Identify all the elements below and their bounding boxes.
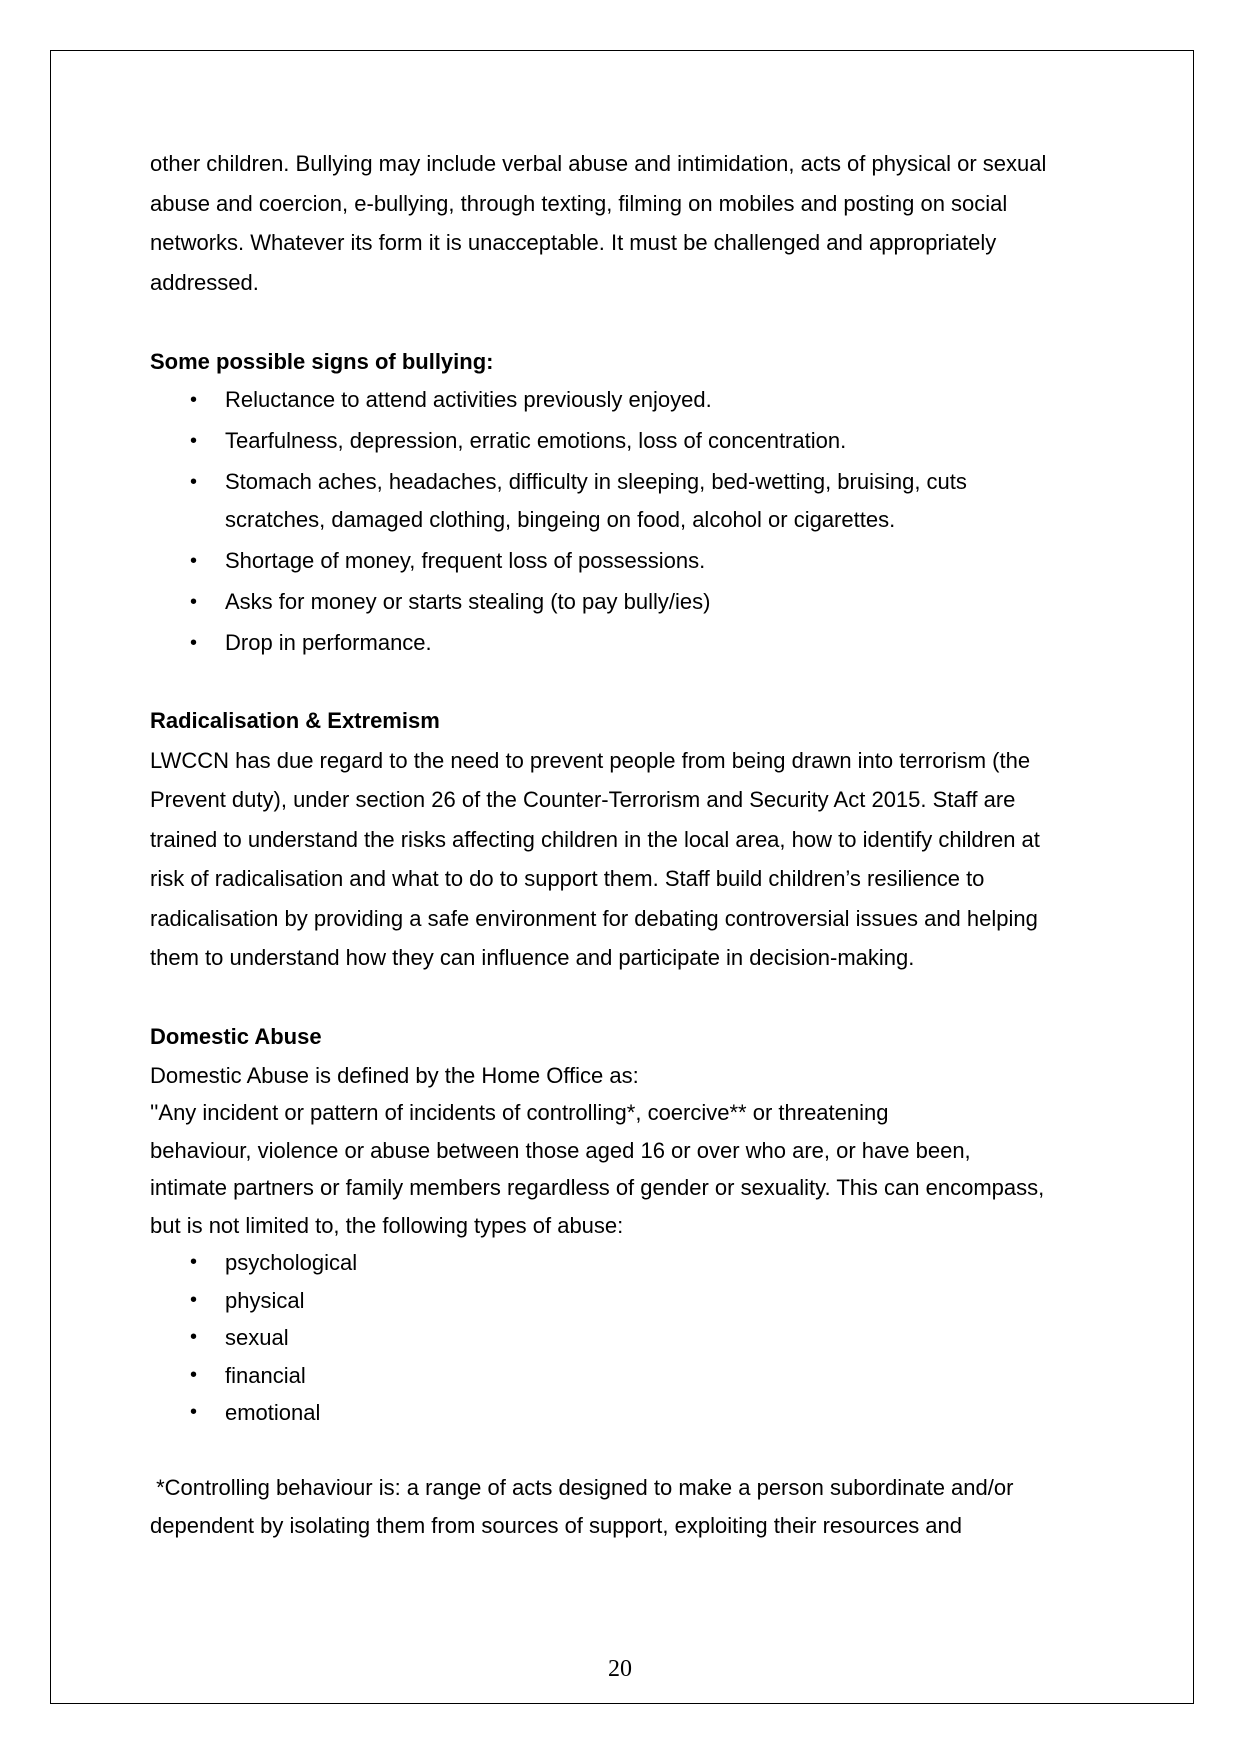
bullying-signs-list [150,381,1110,662]
text-line: behaviour, violence or abuse between those aged 16 or over who are, or have been, [150,1137,971,1163]
list-item [150,463,1110,539]
text-line: other children. Bullying may include verbal abuse and intimidation, acts of physical or sexual [150,151,1047,176]
domestic-abuse-definition [150,1057,1110,1245]
page-number: 20 [608,1656,632,1682]
domestic-abuse-heading: Domestic Abuse [150,1024,322,1049]
text-line: Prevent duty), under section 26 of the Counter-Terrorism and Security Act 2015. Staff are [150,787,1016,812]
text-line: trained to understand the risks affecting children in the local area, how to identify children at [150,826,1040,852]
list-item-text: financial [225,1362,306,1388]
list-item [150,1244,1110,1282]
intro-paragraph [150,144,1110,302]
list-item-text: • Stomach aches, headaches, difficulty in sleeping, bed-wetting, bruising, cuts [225,469,967,494]
text-line: Domestic Abuse is defined by the Home Office as: [150,1062,639,1088]
text-line: *Controlling behaviour is: a range of acts designed to make a person subordinate and/or [150,1475,1014,1500]
list-item-text: psychological [225,1250,358,1275]
text-line: radicalisation by providing a safe environment for debating controversial issues and helping [150,905,1038,931]
list-item [150,1394,1110,1432]
list-item-text: Reluctance to attend activities previously enjoyed. [225,387,712,412]
list-item-text: Tearfulness, depression, erratic emotions, loss of concentration. [225,428,847,453]
list-item-text-continued: scratches, damaged clothing, bingeing on food, alcohol or cigarettes. [225,507,896,532]
text-line: dependent by isolating them from sources of support, exploiting their resources and [150,1512,963,1538]
radicalisation-paragraph [150,741,1110,978]
list-item [150,542,1110,580]
list-item-text: sexual [225,1325,289,1350]
text-line: ''Any incident or pattern of incidents of controlling*, coercive** or threatening [150,1100,889,1125]
list-item-text: Asks for money or starts stealing (to pay bully/ies) [225,589,711,614]
bullying-signs-heading: Some possible signs of bullying: [150,348,494,374]
list-item-text: emotional [225,1400,321,1425]
list-item [150,583,1110,621]
list-item-text: Drop in performance. [225,630,432,655]
text-line: addressed. [150,269,259,295]
text-line: them to understand how they can influence and participate in decision-making. [150,945,915,970]
text-line: LWCCN has due regard to the need to prevent people from being drawn into terrorism (the [150,747,1031,773]
abuse-types-list [150,1244,1110,1432]
radicalisation-heading: Radicalisation & Extremism [150,708,440,733]
list-item [150,381,1110,419]
text-line: risk of radicalisation and what to do to support them. Staff build children’s resilience to [150,866,985,891]
text-line: abuse and coercion, e-bullying, through texting, filming on mobiles and posting on social [150,190,1008,216]
list-item [150,422,1110,460]
text-line: networks. Whatever its form it is unacceptable. It must be challenged and appropriately [150,230,997,255]
list-item [150,1319,1110,1357]
list-item [150,1357,1110,1395]
list-item-text: physical [225,1287,305,1313]
controlling-behaviour-footnote [150,1469,1110,1544]
list-item-text: Shortage of money, frequent loss of possessions. [225,548,706,573]
text-line: but is not limited to, the following types of abuse: [150,1212,624,1238]
document-body [150,144,1110,1544]
text-line: intimate partners or family members regardless of gender or sexuality. This can encompass, [150,1175,1045,1200]
list-item [150,624,1110,662]
list-item [150,1282,1110,1320]
